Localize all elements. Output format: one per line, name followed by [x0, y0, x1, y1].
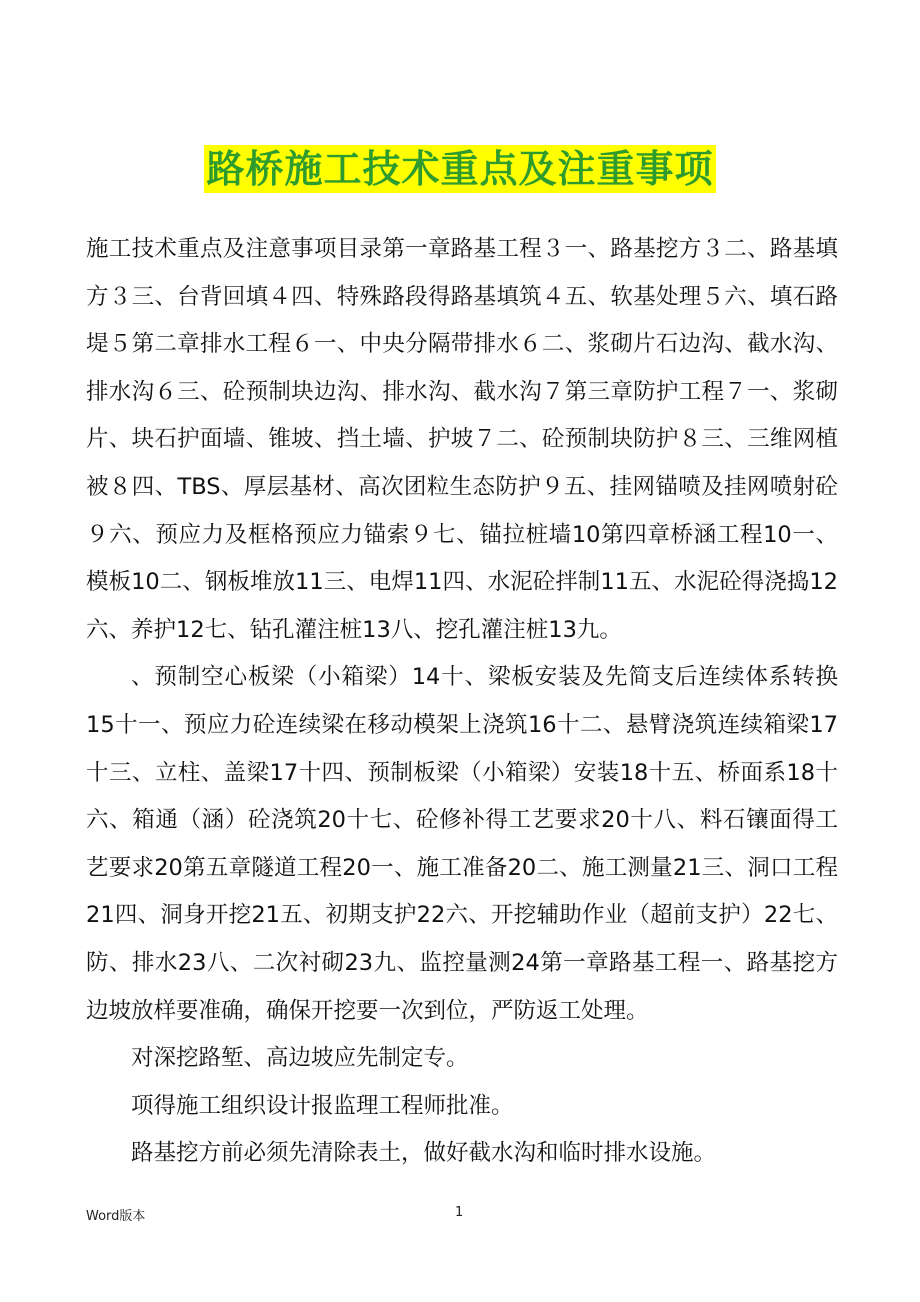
- footer-page-number: 1: [455, 1205, 464, 1220]
- paragraph-approval: 项得施工组织设计报监理工程师批准。: [131, 1092, 514, 1119]
- document-title: 路桥施工技术重点及注重事项: [206, 146, 714, 191]
- footer-word-version: Word版本: [86, 1209, 146, 1224]
- paragraph-toc-part2: 、预制空心板梁（小箱梁）14十、梁板安装及先简支后连续体系转换15十一、预应力砼连续梁在移动模架上浇筑16十二、悬臂浇筑连续箱梁17十三、立柱、盖梁17十四、预制板梁（小箱梁）安装18十五、桥面系18十六、箱通（涵）砼浇筑20十七、砼修补得工艺要求20十八、料石镶面得工艺要求20第五章隧道工程20一、施工准备20二、施工测量21三、洞口工程21四、洞身开挖21五、初期支护22六、开挖辅助作业（超前支护）22七、防、排水23八、二次衬砌23九、监控量测24第一章路基工程一、路基挖方边坡放样要准确，确保开挖要一次到位，严防返工处理。: [86, 664, 838, 1024]
- paragraph-topsoil: 路基挖方前必须先清除表土，做好截水沟和临时排水设施。: [131, 1140, 717, 1167]
- paragraph-deep-cut: 对深挖路堑、高边坡应先制定专。: [131, 1045, 469, 1072]
- document-body: [86, 226, 838, 1178]
- paragraph-toc-part1: 施工技术重点及注意事项目录第一章路基工程３一、路基挖方３二、路基填方３三、台背回填４四、特殊路段得路基填筑４五、软基处理５六、填石路堤５第二章排水工程６一、中央分隔带排水６二、浆砌片石边沟、截水沟、排水沟６三、砼预制块边沟、排水沟、截水沟７第三章防护工程７一、浆砌片、块石护面墙、锥坡、挡土墙、护坡７二、砼预制块防护８三、三维网植被８四、TBS、厚层基材、高次团粒生态防护９五、挂网锚喷及挂网喷射砼９六、预应力及框格预应力锚索９七、锚拉桩墙10第四章桥涵工程10一、模板10二、钢板堆放11三、电焊11四、水泥砼拌制11五、水泥砼得浇捣12六、养护12七、钻孔灌注桩13八、挖孔灌注桩13九。: [86, 236, 838, 643]
- title-container: [0, 145, 920, 193]
